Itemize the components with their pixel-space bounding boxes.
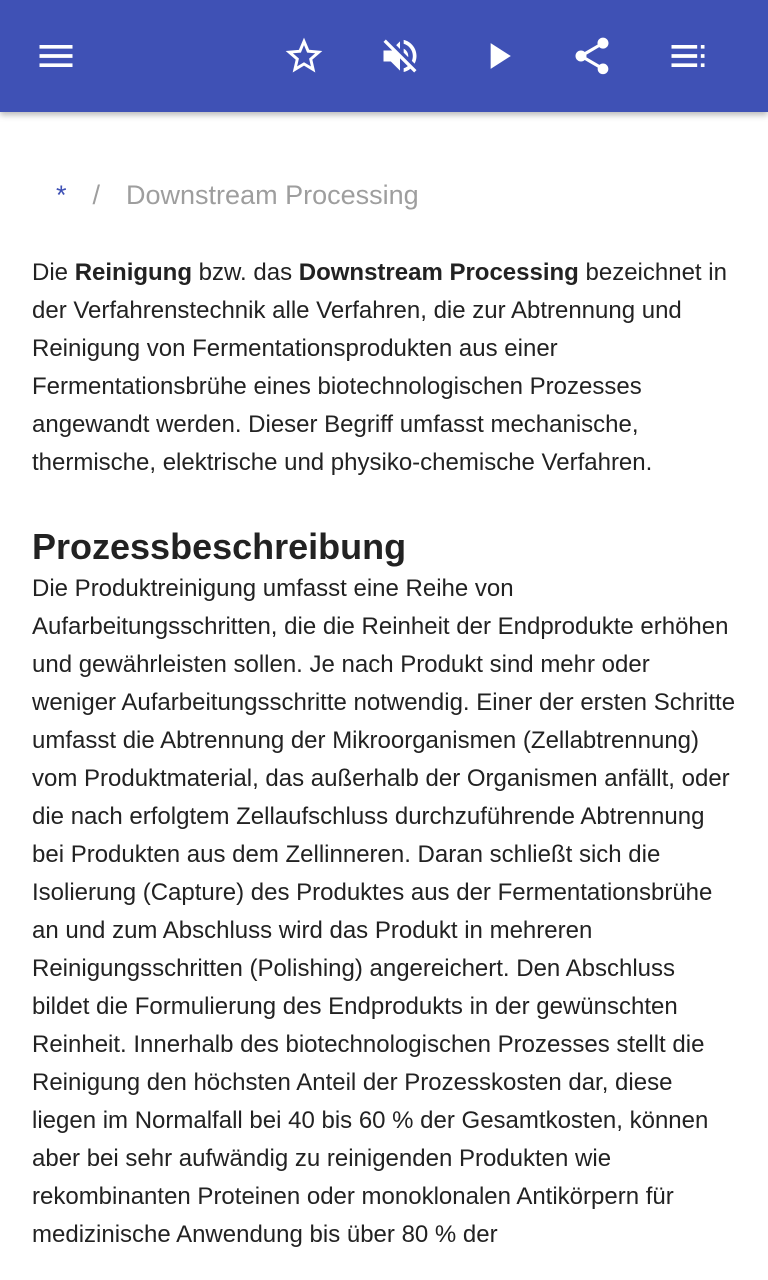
play-button[interactable] xyxy=(470,28,526,84)
app-bar xyxy=(0,0,768,112)
section-paragraph: Die Produktreinigung umfasst eine Reihe von Aufarbeitungsschritten, die die Reinheit der Endprodukte erhöhen und gewährleisten sollen. Je nach Produkt sind mehr oder weniger Aufarbeitungsschritte notwendig. Einer der ersten Schritte umfasst die Abtrennung der Mikroorganismen (Zellabtrennung) vom Produktmaterial, das außerhalb der Organismen anfällt, oder die nach erfolgtem Zellaufschluss durchzuführende Abtrennung bei Produkten aus dem Zellinneren. Daran schließt sich die Isolierung (Capture) des Produktes aus der Fermentationsbrühe an und zum Abschluss wird das Produkt in mehreren Reinigungsschritten (Polishing) angereichert. Den Abschluss bildet die Formulierung des Endprodukts in der gewünschten Reinheit. Innerhalb des biotechnologischen Prozesses stellt die Reinigung den höchsten Anteil der Prozesskosten dar, diese liegen im Normalfall bei 40 bis 60 % der Gesamtkosten, können aber bei sehr aufwändig zu reinigenden Produkten wie rekombinanten Proteinen oder monoklonalen Antikörpern für medizinische Anwendung bis über 80 % der xyxy=(32,575,736,1248)
contents-button[interactable] xyxy=(660,28,716,84)
breadcrumb-home-link[interactable]: * xyxy=(56,180,67,210)
article-body xyxy=(32,254,738,1254)
intro-bold-term-1: Reinigung xyxy=(74,259,193,286)
breadcrumb xyxy=(56,180,419,211)
menu-button[interactable] xyxy=(28,28,84,84)
share-icon xyxy=(570,34,614,78)
intro-bold-term-2: Downstream Processing xyxy=(298,259,579,286)
section-heading: Prozessbeschreibung xyxy=(32,526,407,567)
volume-off-icon xyxy=(378,34,422,78)
menu-icon xyxy=(34,34,78,78)
breadcrumb-separator: / xyxy=(92,180,101,210)
intro-paragraph xyxy=(32,254,738,482)
share-button[interactable] xyxy=(564,28,620,84)
intro-text-3: bezeichnet in der Verfahrenstechnik alle Verfahren, die zur Abtrennung und Reinigung von Fermentationsprodukten aus einer Fermentationsbrühe eines biotechnologischen Prozesses angewandt werden. Dieser Begriff umfasst mechanische, thermische, elektrische und physiko-chemische Verfahren. xyxy=(32,259,727,476)
intro-text-2: bzw. das xyxy=(192,259,299,286)
list-icon xyxy=(666,34,710,78)
bookmark-button[interactable] xyxy=(276,28,332,84)
play-icon xyxy=(476,34,520,78)
mute-button[interactable] xyxy=(372,28,428,84)
article-content xyxy=(0,112,768,1280)
intro-text-1: Die xyxy=(32,259,75,286)
breadcrumb-current: Downstream Processing xyxy=(126,180,419,210)
star-outline-icon xyxy=(282,34,326,78)
